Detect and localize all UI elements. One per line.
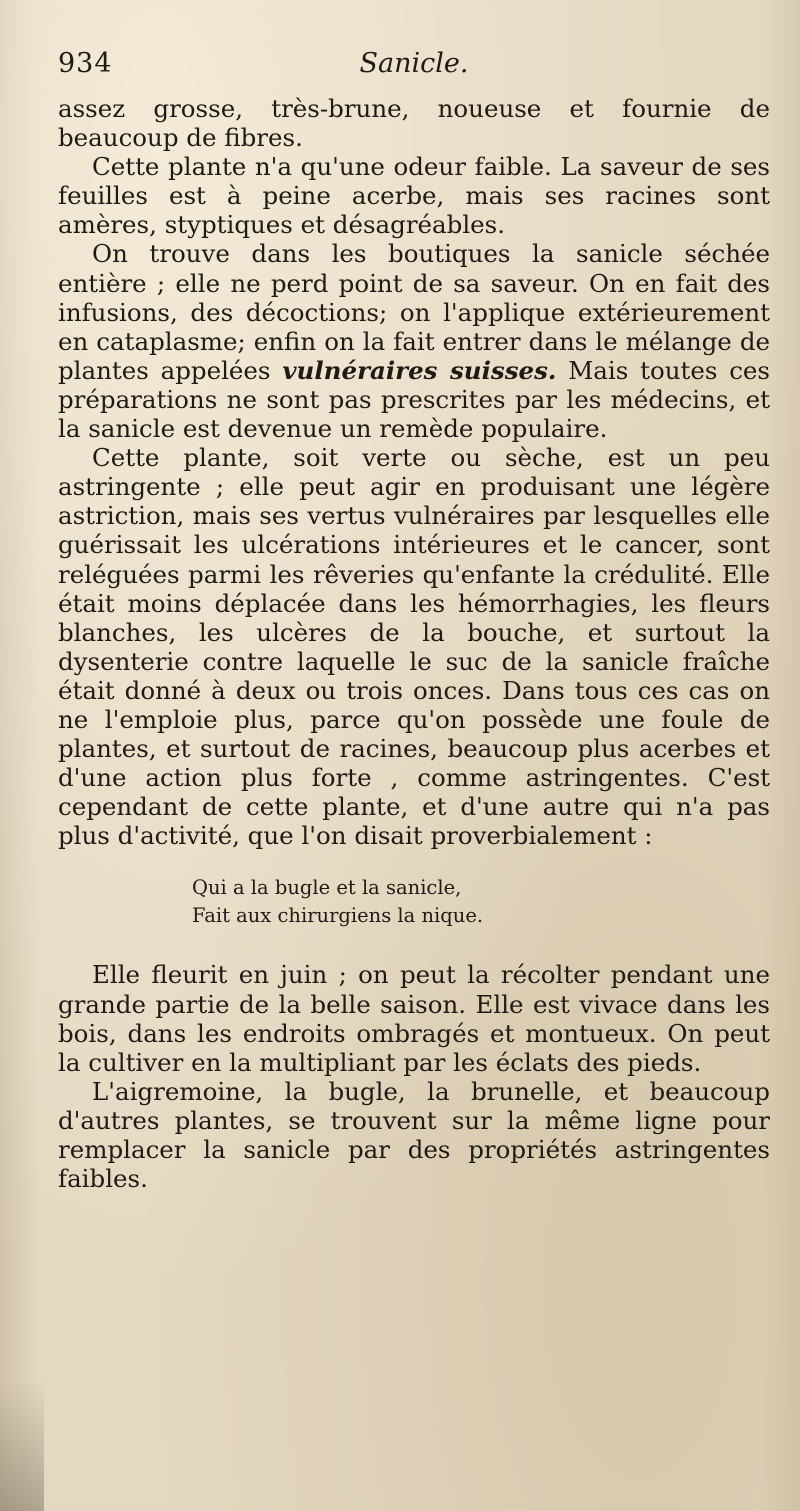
paragraph-3-text-b: Mais toutes ces préparations ne sont pas prescrites par les médecins, et la sanicle est devenue un remède populaire.	[58, 355, 770, 444]
verse-line-1: Qui a la bugle et la sanicle,	[192, 876, 462, 900]
paragraph-3-text-a: On trouve dans les boutiques la sanicle séchée entière ; elle ne perd point de sa saveur. On en fait des infusions, des décoctions; on l'applique extérieurement en cataplasme; enfin on la fait entrer dans le mélange de plantes appelées	[58, 239, 770, 385]
verse-line-2: Fait aux chirurgiens la nique.	[192, 904, 484, 928]
body-text	[58, 94, 770, 1193]
paragraph-3	[58, 239, 770, 443]
page-edge-shadow	[0, 1380, 44, 1511]
paragraph-5: Elle fleurit en juin ; on peut la récolter pendant une grande partie de la belle saison. Elle est vivace dans les bois, dans les endroits ombragés et montueux. On peut la cultiver en la multipliant par les éclats des pieds.	[58, 960, 770, 1077]
paragraph-6: L'aigremoine, la bugle, la brunelle, et beaucoup d'autres plantes, se trouvent sur la même ligne pour remplacer la sanicle par des propriétés astringentes faibles.	[58, 1076, 770, 1194]
page-number: 934	[58, 48, 113, 79]
proverb-verse	[58, 874, 770, 930]
running-title: Sanicle.	[359, 48, 469, 79]
paragraph-4: Cette plante, soit verte ou sèche, est un peu astringente ; elle peut agir en produisant une légère astriction, mais ses vertus vulnéraires par lesquelles elle guérissait les ulcérations intérieures et le cancer, sont reléguées parmi les rêveries qu'enfante la crédulité. Elle était moins déplacée dans les hémorrhagies, les fleurs blanches, les ulcères de la bouche, et surtout la dysenterie contre laquelle le suc de la sanicle fraîche était donné à deux ou trois onces. Dans tous ces cas on ne l'emploie plus, parce qu'on possède une foule de plantes, et surtout de racines, beaucoup plus acerbes et d'une action plus forte , comme astringentes. C'est cependant de cette plante, et d'une autre qui n'a pas plus d'activité, que l'on disait proverbialement :	[58, 443, 770, 851]
book-page	[58, 48, 770, 1193]
page-header	[58, 48, 770, 94]
paragraph-1: assez grosse, très-brune, noueuse et fournie de beaucoup de fibres.	[58, 94, 770, 153]
paragraph-3-emphasis: vulnéraires suisses.	[282, 355, 557, 385]
paragraph-2: Cette plante n'a qu'une odeur faible. La saveur de ses feuilles est à peine acerbe, mais ses racines sont amères, styptiques et désagréables.	[58, 152, 770, 240]
